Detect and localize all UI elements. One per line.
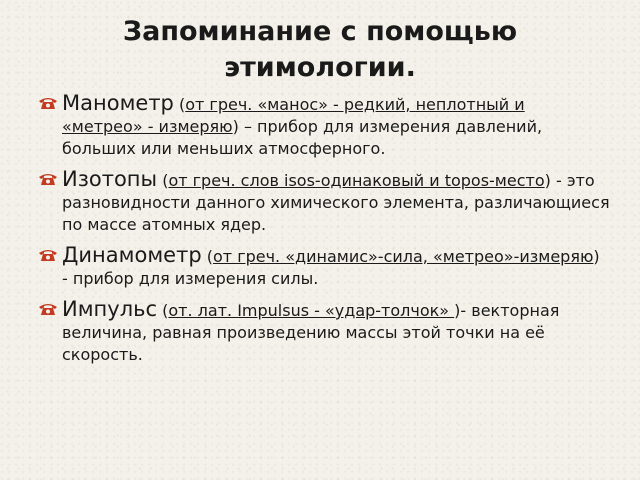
slide-title: Запоминание с помощью этимологии. <box>122 16 518 83</box>
definition: - прибор для измерения силы. <box>62 269 319 288</box>
list-item-manometer <box>38 92 610 160</box>
list-item-dynamometer <box>38 244 610 290</box>
term: Импульс <box>62 297 158 321</box>
close-paren: ) <box>544 171 551 190</box>
definition-list <box>38 92 610 374</box>
telephone-icon <box>38 172 58 186</box>
open-paren: ( <box>201 247 213 266</box>
term: Изотопы <box>62 167 158 191</box>
etymology: от греч. слов isos-одинаковый и topos-место <box>168 171 545 190</box>
etymology: от греч. «манос» - редкий, неплотный и «метрео» - измеряю <box>62 95 525 136</box>
term: Манометр <box>62 91 174 115</box>
etymology: от. лат. Impulsus - «удар-толчок» <box>168 301 455 320</box>
telephone-icon <box>38 96 58 110</box>
close-paren: ) <box>593 247 600 266</box>
etymology: от греч. «динамис»-сила, «метрео»-измеряю <box>213 247 594 266</box>
list-item-impulse <box>38 298 610 366</box>
definition: - это разновидности данного химического элемента, различающиеся по массе атомных ядер. <box>62 171 610 234</box>
definition: - векторная величина, равная произведению массы этой точки на её скорость. <box>62 301 560 364</box>
term: Динамометр <box>62 243 202 267</box>
telephone-icon <box>38 302 58 316</box>
open-paren: ( <box>157 301 169 320</box>
open-paren: ( <box>157 171 169 190</box>
list-item-isotopes <box>38 168 610 236</box>
close-paren: ) <box>454 301 461 320</box>
telephone-icon <box>38 248 58 262</box>
definition: – прибор для измерения давлений, больших или меньших атмосферного. <box>62 117 543 158</box>
close-paren: ) <box>232 117 239 136</box>
open-paren: ( <box>173 95 186 114</box>
